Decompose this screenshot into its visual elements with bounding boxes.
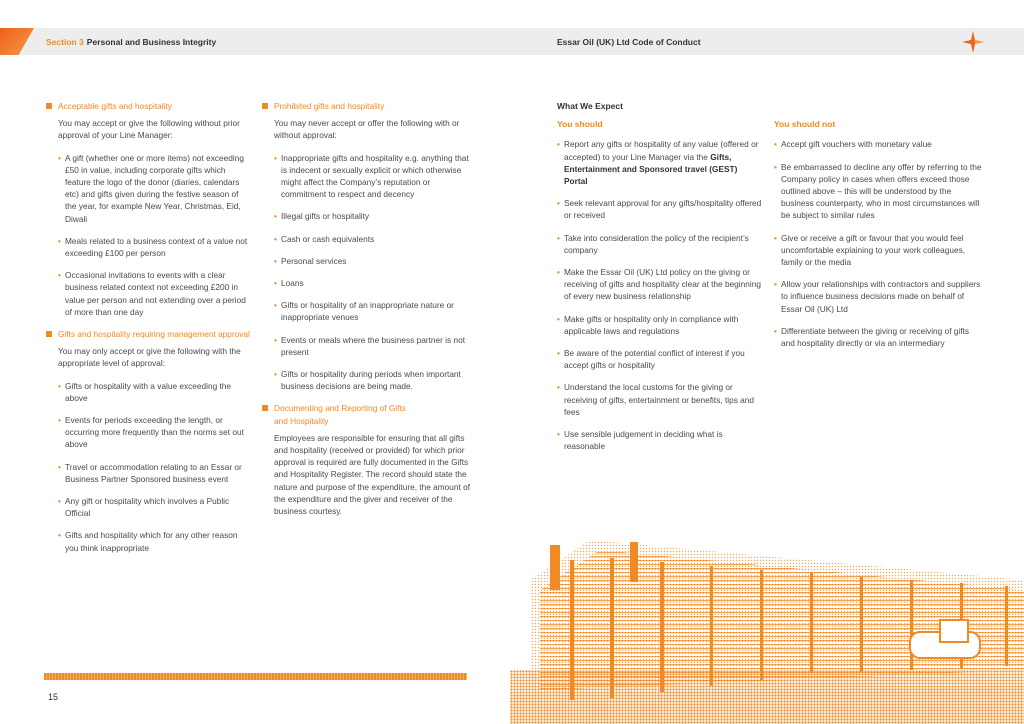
documenting-heading: Documenting and Reporting of Gifts and Hospitality xyxy=(262,402,472,426)
square-bullet-icon xyxy=(262,103,268,109)
documenting-body: Employees are responsible for ensuring that all gifts and hospitality (received or provided) for which prior approval is required are fully documented in the Gifts and Hospitality Register. The record should state the nature and purpose of the expenditure, the amount of the expenditure and the giver and receiver of the business courtesy. xyxy=(274,432,471,517)
column-1 xyxy=(46,100,251,564)
page-number: 15 xyxy=(48,692,59,702)
you-should-not-heading: You should not xyxy=(774,119,836,130)
document-title: Essar Oil (UK) Ltd Code of Conduct xyxy=(557,37,701,47)
bullet-icon: • xyxy=(557,348,560,359)
list-item: • Report any gifts or hospitality of any value (offered or accepted) to your Line Manager via the Gifts, Entertainment and Sponsored travel (GEST) Portal xyxy=(557,139,759,187)
bullet-icon: • xyxy=(58,496,61,507)
section-title: Personal and Business Integrity xyxy=(86,37,217,47)
bullet-icon: • xyxy=(774,279,777,290)
list-item: • Gifts or hospitality of an inappropriate nature or inappropriate venues xyxy=(274,300,454,323)
column-4 xyxy=(774,100,984,359)
list-item: • Personal services xyxy=(274,255,347,266)
list-item: • Loans xyxy=(274,278,304,289)
section-label: Section 3 xyxy=(46,37,84,47)
bullet-icon: • xyxy=(274,255,277,266)
bullet-icon: • xyxy=(274,152,277,163)
bullet-icon: • xyxy=(274,369,277,380)
list-item: • Gifts or hospitality with a value exceeding the above xyxy=(58,380,232,403)
list-item: • Occasional invitations to events with a clear business related context not exceeding £200 in value per person and not extending over a period of more than one day xyxy=(58,270,246,317)
bullet-icon: • xyxy=(774,232,777,243)
bullet-icon: • xyxy=(274,278,277,289)
bullet-icon: • xyxy=(58,270,61,281)
approval-intro: You may only accept or give the following with the appropriate level of approval: xyxy=(58,346,241,369)
bullet-icon: • xyxy=(274,211,277,222)
square-bullet-icon xyxy=(46,331,52,337)
section-header xyxy=(46,37,216,47)
footer-stripe xyxy=(44,673,467,680)
you-should-heading: You should xyxy=(557,119,603,130)
refinery-photo xyxy=(510,520,1024,724)
list-item: • Be aware of the potential conflict of interest if you accept gifts or hospitality xyxy=(557,348,745,371)
list-item: • Use sensible judgement in deciding what is reasonable xyxy=(557,429,723,452)
bullet-icon: • xyxy=(274,300,277,311)
bullet-icon: • xyxy=(557,139,560,150)
bullet-icon: • xyxy=(58,415,61,426)
bullet-icon: • xyxy=(557,267,560,278)
bullet-icon: • xyxy=(557,382,560,393)
bullet-icon: • xyxy=(58,530,61,541)
acceptable-intro: You may accept or give the following without prior approval of your Line Manager: xyxy=(58,118,240,141)
list-item: • Understand the local customs for the giving or receiving of gifts, entertainment or benefits, tips and fees xyxy=(557,382,755,417)
list-item: • Events for periods exceeding the length, or occurring more frequently than the norms set out above xyxy=(58,415,244,450)
list-item: • Make the Essar Oil (UK) Ltd policy on the giving or receiving of gifts and hospitality clear at the beginning of every new business relationship xyxy=(557,267,761,302)
bullet-icon: • xyxy=(774,325,777,336)
column-3 xyxy=(557,100,762,462)
list-item: • Cash or cash equivalents xyxy=(274,233,375,244)
approval-heading: Gifts and hospitality requiring management approval xyxy=(46,328,251,340)
square-bullet-icon xyxy=(46,103,52,109)
bullet-icon: • xyxy=(557,429,560,440)
bullet-icon: • xyxy=(774,161,777,172)
list-item: • Inappropriate gifts and hospitality e.g. anything that is indecent or sexually explicit or which otherwise might affect the Company’s reputation or commitment to respect and decency xyxy=(274,152,469,200)
list-item: • Any gift or hospitality which involves a Public Official xyxy=(58,496,230,519)
list-item: • Make gifts or hospitality only in compliance with applicable laws and regulations xyxy=(557,313,739,336)
list-item: • Accept gift vouchers with monetary value xyxy=(774,139,932,150)
essar-star-icon xyxy=(962,31,984,53)
square-bullet-icon xyxy=(262,405,268,411)
list-item: • Differentiate between the giving or receiving of gifts and hospitality directly or via an intermediary xyxy=(774,325,970,349)
bullet-icon: • xyxy=(774,139,777,150)
bullet-icon: • xyxy=(557,313,560,324)
list-item: • Meals related to a business context of a value not exceeding £100 per person xyxy=(58,235,248,259)
list-item: • A gift (whether one or more items) not exceeding £50 in value, including corporate gifts which feature the logo of the donor (diaries, calendars etc) and gifts given during the festive season of the year, for example New Year, Christmas, Eid, Diwali xyxy=(58,152,244,224)
bullet-icon: • xyxy=(58,461,61,472)
bullet-icon: • xyxy=(58,235,61,246)
what-we-expect-heading: What We Expect xyxy=(557,101,623,111)
list-item: • Illegal gifts or hospitality xyxy=(274,211,370,222)
bullet-icon: • xyxy=(557,198,560,209)
bullet-icon: • xyxy=(58,380,61,391)
list-item: • Be embarrassed to decline any offer by referring to the Company policy in cases when offers exceed those outlined above – this will be understood by the business counterparty, who in most circumstances will be subject to similar rules xyxy=(774,161,982,221)
list-item: • Events or meals where the business partner is not present xyxy=(274,334,466,357)
column-2 xyxy=(262,100,472,527)
acceptable-heading: Acceptable gifts and hospitality xyxy=(46,100,251,112)
prohibited-intro: You may never accept or offer the following with or without approval: xyxy=(274,118,460,141)
bullet-icon: • xyxy=(274,334,277,345)
list-item: • Give or receive a gift or favour that you would feel uncomfortable explaining to your work colleagues, family or the media xyxy=(774,232,966,268)
list-item: • Gifts or hospitality during periods when important business decisions are being made. xyxy=(274,369,461,392)
list-item: • Seek relevant approval for any gifts/hospitality offered or received xyxy=(557,198,762,221)
prohibited-heading: Prohibited gifts and hospitality xyxy=(262,100,472,112)
bullet-icon: • xyxy=(557,232,560,243)
list-item: • Take into consideration the policy of the recipient’s company xyxy=(557,232,749,255)
list-item: • Travel or accommodation relating to an Essar or Business Partner Sponsored business event xyxy=(58,461,242,484)
bullet-icon: • xyxy=(58,152,61,163)
bullet-icon: • xyxy=(274,233,277,244)
list-item: • Allow your relationships with contractors and suppliers to influence business decisions made on behalf of Essar Oil (UK) Ltd xyxy=(774,279,981,314)
list-item: • Gifts and hospitality which for any other reason you think inappropriate xyxy=(58,530,238,553)
